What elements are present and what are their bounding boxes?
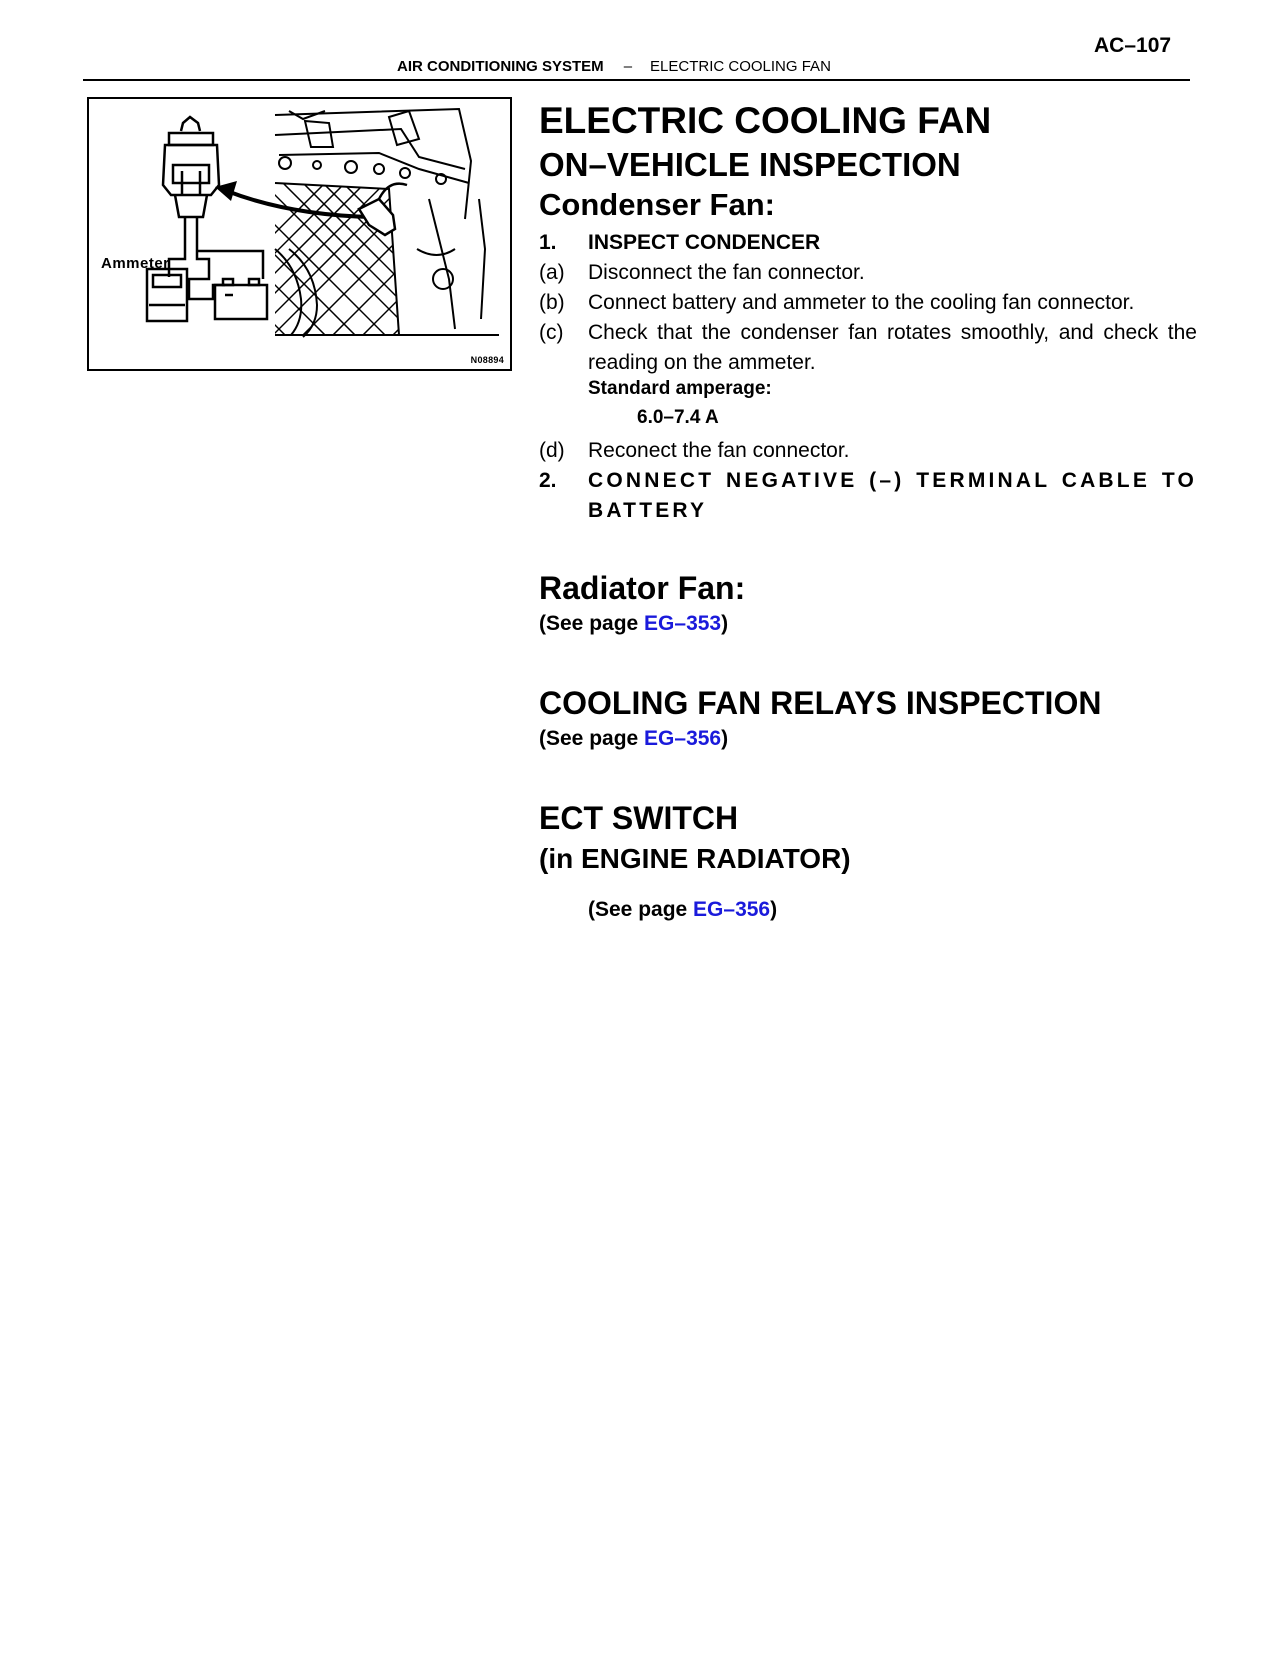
see-prefix: (See page xyxy=(539,612,645,635)
running-header xyxy=(397,58,831,75)
step-text: CONNECT NEGATIVE (–) TERMINAL CABLE TO BATTERY xyxy=(588,469,1197,522)
section-title: ON–VEHICLE INSPECTION xyxy=(539,146,961,183)
page-ref-link[interactable]: EG–356 xyxy=(644,727,722,750)
section-name: AIR CONDITIONING SYSTEM xyxy=(397,58,604,75)
step-number: 2. xyxy=(539,469,557,492)
ect-see-page xyxy=(588,898,777,922)
ect-switch-subheading: (in ENGINE RADIATOR) xyxy=(539,843,851,874)
figure-code: N08894 xyxy=(470,355,504,365)
radiator-see-page xyxy=(539,612,728,636)
header-separator: – xyxy=(623,58,633,75)
page-ref-link[interactable]: EG–356 xyxy=(693,898,771,921)
ammeter-label: Ammeter xyxy=(101,255,170,272)
step-text: Reconect the fan connector. xyxy=(588,439,850,462)
see-prefix: (See page xyxy=(588,898,694,921)
relays-heading: COOLING FAN RELAYS INSPECTION xyxy=(539,685,1102,721)
step-text: INSPECT CONDENCER xyxy=(588,231,821,254)
fan-connector-diagram xyxy=(89,99,510,369)
relays-see-page xyxy=(539,727,728,751)
see-suffix: ) xyxy=(721,727,729,750)
step-label: (b) xyxy=(539,291,565,314)
standard-value: 6.0–7.4 A xyxy=(637,407,719,428)
see-suffix: ) xyxy=(721,612,729,635)
standard-label: Standard amperage: xyxy=(588,378,772,399)
page-number: AC–107 xyxy=(1094,34,1172,57)
step-label: (d) xyxy=(539,439,565,462)
step-text: Check that the condenser fan rotates smoothly, and check the reading on the ammeter. xyxy=(588,321,1197,374)
header-rule xyxy=(83,79,1190,81)
see-suffix: ) xyxy=(770,898,778,921)
step-label: (c) xyxy=(539,321,564,344)
page-ref-link[interactable]: EG–353 xyxy=(644,612,722,635)
see-prefix: (See page xyxy=(539,727,645,750)
subsection-name: ELECTRIC COOLING FAN xyxy=(650,58,831,75)
ect-switch-heading: ECT SWITCH xyxy=(539,800,739,836)
step-number: 1. xyxy=(539,231,557,254)
inspection-illustration xyxy=(87,97,512,371)
page-title: ELECTRIC COOLING FAN xyxy=(539,100,992,141)
step-label: (a) xyxy=(539,261,565,284)
step-text: Disconnect the fan connector. xyxy=(588,261,865,284)
radiator-fan-heading: Radiator Fan: xyxy=(539,570,746,606)
step-text: Connect battery and ammeter to the cooling fan connector. xyxy=(588,291,1135,314)
condenser-fan-heading: Condenser Fan: xyxy=(539,187,775,222)
